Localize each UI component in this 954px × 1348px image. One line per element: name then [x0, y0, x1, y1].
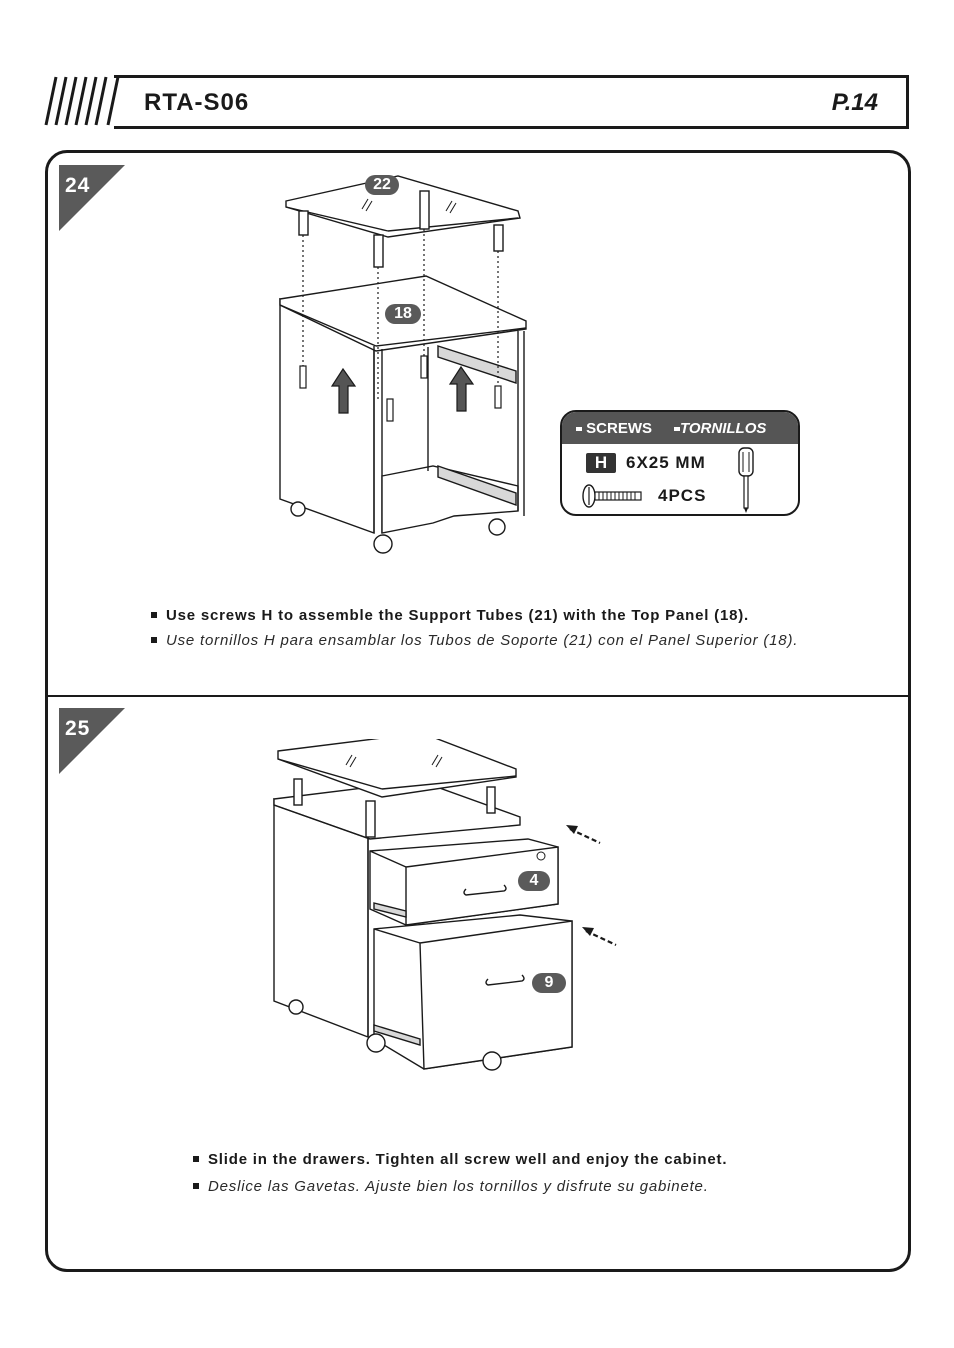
step-number: 25 — [65, 717, 91, 740]
step-number: 24 — [65, 174, 91, 197]
step-25-flag — [59, 708, 127, 776]
model-number: RTA-S06 — [144, 89, 250, 116]
header-stripes-decoration — [44, 75, 124, 127]
page-number: P.14 — [831, 89, 878, 116]
screws-box-header — [562, 412, 798, 444]
step-24-illustration — [268, 171, 538, 556]
step-24-instruction-en: Use screws H to assemble the Support Tubes (21) with the Top Panel (18). — [166, 607, 749, 624]
screws-box — [560, 410, 800, 516]
step-24-flag — [59, 165, 127, 233]
screw-icon — [582, 484, 644, 508]
part-callout-9: 9 — [532, 973, 566, 993]
step-25-instruction-es: Deslice las Gavetas. Ajuste bien los tornillos y disfrute su gabinete. — [208, 1178, 709, 1195]
page-header — [44, 75, 910, 127]
step-25-instruction-en: Slide in the drawers. Tighten all screw well and enjoy the cabinet. — [208, 1151, 728, 1168]
screw-letter: H — [586, 453, 616, 473]
part-callout-22: 22 — [365, 175, 399, 195]
screw-quantity: 4PCS — [658, 486, 707, 505]
step-divider — [48, 695, 908, 697]
screws-title: SCREWS — [586, 420, 653, 437]
step-24-instruction-es: Use tornillos H para ensamblar los Tubos de Soporte (21) con el Panel Superior (18). — [166, 632, 799, 649]
step-25-illustration — [270, 739, 650, 1079]
screw-size: 6X25 MM — [626, 453, 706, 472]
steps-panel — [45, 150, 911, 1272]
screwdriver-icon — [734, 446, 758, 514]
screws-title-es: TORNILLOS — [680, 420, 767, 437]
part-callout-4: 4 — [518, 871, 550, 891]
part-callout-18: 18 — [385, 304, 421, 324]
